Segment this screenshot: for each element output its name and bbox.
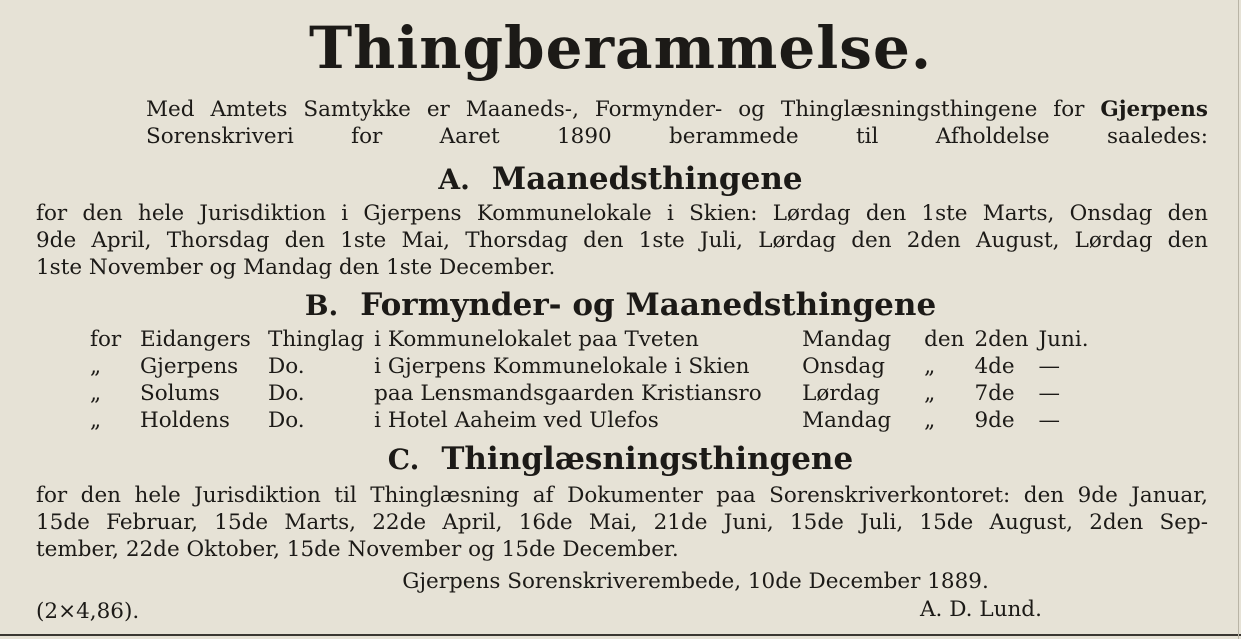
row-date: 9de: [974, 408, 1015, 433]
signature: A. D. Lund.: [920, 597, 1042, 622]
intro-line-2: Sorenskriveri for Aaret 1890 berammede til Afholdelse saaledes:: [146, 124, 1208, 149]
right-edge-rule: [1238, 0, 1239, 639]
section-a-line-1: for den hele Jurisdiktion i Gjerpens Kommunelokale i Skien: Lørdag den 1ste Marts, Onsdag den: [36, 201, 1208, 226]
row-prefix: „: [90, 381, 102, 406]
intro-bold-word: Gjerpens: [1100, 97, 1208, 122]
row-weekday: Mandag: [802, 327, 892, 352]
section-b-heading: [0, 286, 1241, 325]
section-c-line-2: 15de Februar, 15de Marts, 22de April, 16de Mai, 21de Juni, 15de Juli, 15de August, 2den Sep-: [36, 510, 1208, 535]
row-type: Do.: [268, 354, 305, 379]
row-month: —: [1038, 354, 1060, 379]
table-row: [90, 380, 1099, 407]
section-c-line-3: tember, 22de Oktober, 15de November og 15de December.: [36, 537, 679, 562]
section-a-letter: A.: [438, 163, 470, 196]
row-type: Do.: [268, 381, 305, 406]
row-mark: „: [924, 354, 936, 379]
section-b-title: Formynder- og Maanedsthingene: [360, 287, 937, 323]
row-date: 7de: [974, 381, 1015, 406]
intro-line-1: Med Amtets Samtykke er Maaneds-, Formynder- og Thinglæsningsthingene for Gjerpens: [146, 97, 1208, 122]
row-weekday: Mandag: [802, 408, 892, 433]
section-c-title: Thinglæsningsthingene: [441, 441, 854, 477]
row-district: Solums: [140, 381, 220, 406]
row-district: Holdens: [140, 408, 230, 433]
section-a-line-3: 1ste November og Mandag den 1ste December.: [36, 255, 556, 280]
section-b-letter: B.: [304, 289, 339, 322]
row-type: Thinglag: [268, 327, 365, 352]
section-c-paragraph: [36, 482, 1208, 563]
section-c-letter: C.: [387, 443, 420, 476]
section-c-heading: [0, 440, 1241, 479]
row-place: i Hotel Aaheim ved Ulefos: [374, 408, 659, 433]
section-a-line-2: 9de April, Thorsdag den 1ste Mai, Thorsdag den 1ste Juli, Lørdag den 2den August, Lørdag den: [36, 228, 1208, 253]
table-row: [90, 407, 1099, 434]
row-prefix: for: [90, 327, 122, 352]
section-a-title: Maanedsthingene: [491, 161, 803, 197]
row-mark: „: [924, 381, 936, 406]
table-row: [90, 353, 1099, 380]
row-date: 2den: [974, 327, 1029, 352]
row-month: —: [1038, 408, 1060, 433]
notice-title: Thingberammelse.: [308, 14, 933, 82]
row-weekday: Onsdag: [802, 354, 885, 379]
bottom-rule: [0, 634, 1241, 636]
row-mark: „: [924, 408, 936, 433]
row-place: i Kommunelokalet paa Tveten: [374, 327, 699, 352]
row-month: —: [1038, 381, 1060, 406]
table-row: [90, 326, 1099, 353]
row-month: Juni.: [1038, 327, 1089, 352]
row-weekday: Lørdag: [802, 381, 880, 406]
section-a-paragraph: [36, 200, 1208, 281]
row-place: i Gjerpens Kommunelokale i Skien: [374, 354, 750, 379]
row-district: Eidangers: [140, 327, 251, 352]
row-date: 4de: [974, 354, 1015, 379]
section-a-heading: [0, 160, 1241, 199]
row-prefix: „: [90, 354, 102, 379]
print-reference: (2×4,86).: [36, 599, 140, 624]
row-district: Gjerpens: [140, 354, 239, 379]
place-and-date: Gjerpens Sorenskriverembede, 10de December 1889.: [402, 569, 989, 594]
district-schedule-table: [90, 326, 1099, 434]
section-c-line-1: for den hele Jurisdiktion til Thinglæsning af Dokumenter paa Sorenskriverkontoret: den 9de Januar,: [36, 483, 1208, 508]
row-type: Do.: [268, 408, 305, 433]
row-place: paa Lensmandsgaarden Kristiansro: [374, 381, 762, 406]
row-mark: den: [924, 327, 965, 352]
row-prefix: „: [90, 408, 102, 433]
intro-paragraph: [36, 96, 1208, 150]
